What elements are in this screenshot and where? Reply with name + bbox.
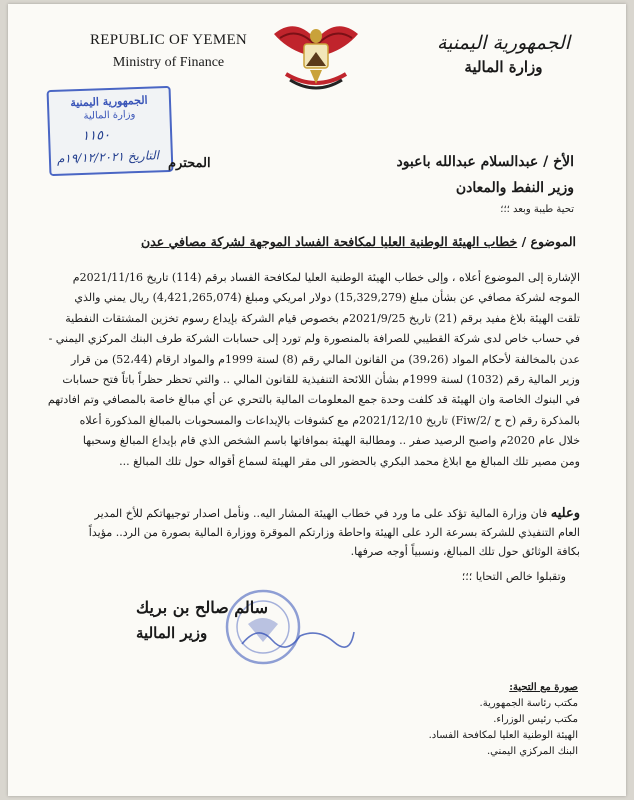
- yemen-eagle-emblem-icon: [266, 14, 366, 102]
- subject-label: الموضوع /: [521, 234, 576, 249]
- body-line: ومن مصير تلك المبالغ مع ابلاغ محمد البكري بالحضور الى مقر الهيئة لسماع أقواله حول تلك المبالغ ...: [119, 454, 580, 468]
- closing-lead: وعليه: [550, 506, 580, 521]
- greeting: تحية طيبة وبعد ؛؛؛: [500, 204, 574, 215]
- body-line: في البنوك الخاصة وان الهيئة قد كلفت وحدة جمع المعلومات المالية بالتحري عن أي مبالغ خاصة بالمصافي وتم افادتهم: [47, 393, 580, 407]
- body-line: الموجه لشركة مصافي عن بشأن مبلغ (15,329,279) دولار امريكي ومبلغ (4,421,265,074) ريال يمني والذي: [74, 291, 580, 305]
- body-line: الإشارة إلى الموضوع أعلاه ، وإلى خطاب الهيئة الوطنية العليا لمكافحة الفساد برقم (114) تاريخ 2021/11/16م: [72, 271, 580, 284]
- body-line: وزير المالية رقم (1032) لسنة 1999م بشأن اللائحة التنفيذية للقانون المالي .. والتي تحظر حظراً باتاً فتح حسابات: [62, 373, 580, 387]
- english-letterhead: [90, 32, 247, 71]
- arabic-letterhead: [437, 32, 570, 76]
- subject-text: خطاب الهيئة الوطنية العليا لمكافحة الفساد الموجهة لشركة مصافي عدن: [141, 234, 518, 249]
- body-line: بالمذكرة رقم (ح ح /2/Fiw) تاريخ 2021/12/10م مع كشوفات بالإيداعات والمسحوبات بالمبالغ المذكورة أعلاه: [79, 413, 580, 427]
- body-line: تلقت الهيئة بلاغ مفيد برقم (21) تاريخ 2021/9/25م بخصوص قيام الشركة بإيداع رسوم تخزين المشتقات النفطية: [65, 311, 580, 325]
- addressee-honorific: المحترم: [168, 156, 211, 171]
- copies-heading: صورة مع التحية:: [509, 682, 578, 693]
- stamp-republic: الجمهورية اليمنية: [70, 93, 148, 110]
- outgoing-stamp: [47, 86, 174, 176]
- closing-paragraph: [40, 504, 580, 561]
- stamp-ministry: وزارة المالية: [83, 109, 136, 122]
- signatory-title: وزير المالية: [136, 624, 208, 642]
- arabic-ministry-name: وزارة المالية: [464, 58, 543, 76]
- english-ministry-name: Ministry of Finance: [112, 55, 225, 70]
- english-republic-name: REPUBLIC OF YEMEN: [90, 32, 248, 48]
- regards-line: وتقبلوا خالص التحايا ؛؛؛: [461, 570, 566, 583]
- letter-body: [40, 268, 580, 472]
- copy-recipient: الهيئة الوطنية العليا لمكافحة الفساد.: [428, 730, 578, 741]
- subject-line: [141, 234, 576, 249]
- handwritten-signature-icon: [238, 622, 358, 652]
- closing-text-2: العام التنفيذي للشركة بسرعة الرد على الهيئة واحاطة وزارتكم الموقرة ووزارة المالية بصورة من الرد.. مؤيداً: [88, 526, 580, 539]
- arabic-republic-name: الجمهورية اليمنية: [436, 32, 570, 54]
- body-line: خلال عام 2020م واصبح الرصيد صفر .. ومطالبة الهيئة بموافاتها باسم الشخص الذي قام بإيداع المبالغ وسحبها: [82, 434, 580, 448]
- addressee-name: الأخ / عبدالسلام عبدالله باعبود: [396, 154, 574, 170]
- copies-list: [429, 680, 578, 760]
- body-line: عدن بالمخالفة لأحكام المواد (39،26) من القانون المالي رقم (8) لسنة 1999م والمواد ارقام (52،44) من قرار: [71, 352, 580, 366]
- copy-recipient: مكتب رئيس الوزراء.: [493, 714, 578, 725]
- copy-recipient: مكتب رئاسة الجمهورية.: [479, 698, 578, 709]
- addressee-title: وزير النفط والمعادن: [455, 180, 574, 196]
- stamp-date: التاريخ ١٩/١٢/٢٠٢١م: [56, 148, 160, 166]
- letter-page: [8, 4, 626, 796]
- copy-recipient: البنك المركزي اليمني.: [486, 746, 578, 757]
- stamp-number: ١١٥٠: [81, 128, 111, 144]
- closing-text-1: فان وزارة المالية تؤكد على ما ورد في خطاب الهيئة المشار اليه.. ونأمل اصدار توجيهاتكم للأخ المدير: [94, 507, 548, 520]
- closing-text-3: بكافة الوثائق حول تلك المبالغ، ونسبياً أوجه صرفها.: [350, 545, 580, 558]
- signatory-name: سالم صالح بن بريك: [136, 598, 269, 617]
- body-line: في حساب خاص لدى شركة القطيبي للصرافة بالمنصورة ولم تورد إلى حسابات الشركة طرف البنك المركزي اليمني -: [48, 332, 580, 346]
